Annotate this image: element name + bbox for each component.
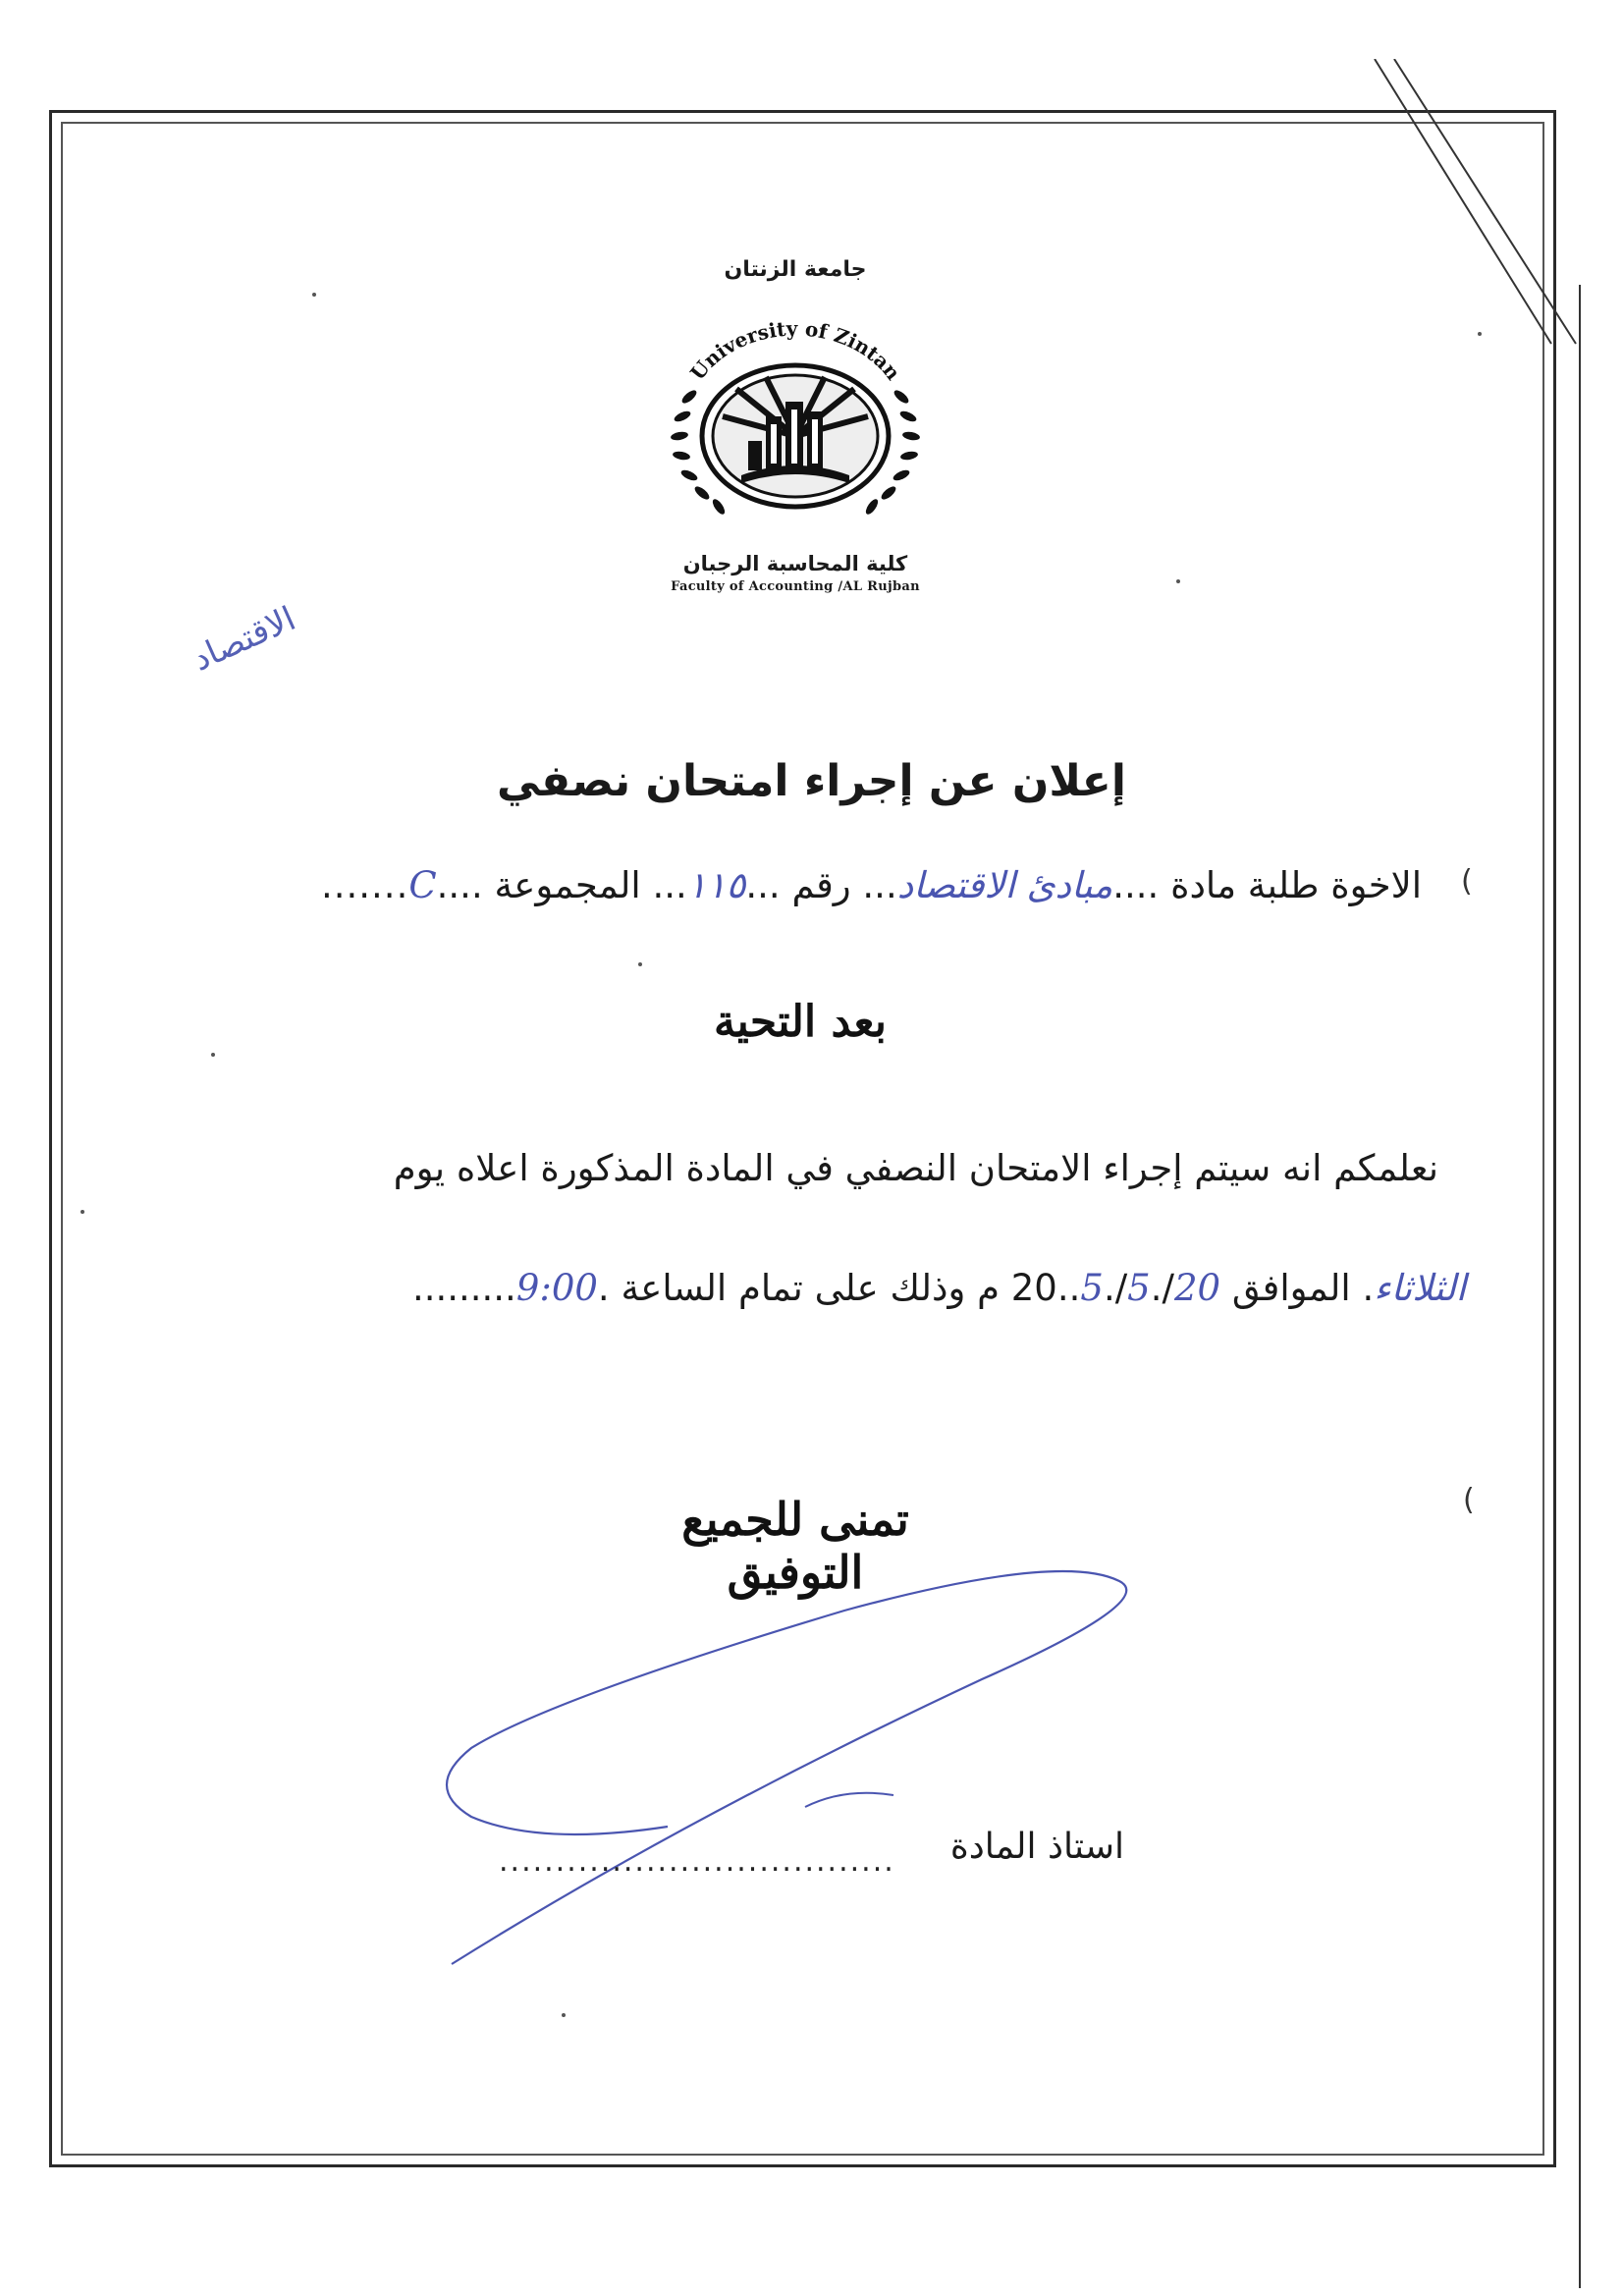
group-field: C	[408, 864, 437, 906]
date-month-field: 5	[1127, 1267, 1151, 1309]
right-edge-rule	[1579, 285, 1581, 2288]
date-year: 20	[1010, 1267, 1057, 1309]
course-name-field: مبادئ الاقتصاد	[896, 864, 1113, 906]
closing-calligraphy: تمنى للجميع التوفيق	[681, 1493, 909, 1599]
date-day-field: 20	[1173, 1267, 1221, 1309]
university-seal-icon	[628, 279, 962, 544]
scan-speck	[81, 1210, 84, 1214]
university-logo	[609, 257, 982, 601]
teacher-label: استاذ المادة	[949, 1827, 1124, 1867]
group-label: المجموعة	[494, 864, 641, 906]
corner-fold-lines	[1355, 59, 1610, 354]
margin-handwritten-note: الاقتصاد	[187, 599, 302, 680]
bracket-mark: (	[1461, 864, 1473, 899]
teacher-signature-line: ...................................	[499, 1844, 895, 1879]
university-name-en: University of Zintan	[685, 316, 905, 385]
exam-time-field: 9:00	[515, 1267, 598, 1309]
date-tail-text: م وذلك على تمام الساعة	[621, 1267, 1000, 1309]
scan-speck	[211, 1053, 215, 1057]
bracket-mark: (	[1463, 1483, 1475, 1517]
faculty-name-en: Faculty of Accounting /AL Rujban	[671, 579, 920, 594]
page-title: إعلان عن إجراء امتحان نصفي	[497, 756, 1126, 806]
greeting-calligraphy: بعد التحية	[713, 997, 888, 1047]
course-code-field: ١١٥	[686, 864, 746, 906]
university-name-ar: جامعة الزنتان	[724, 257, 867, 282]
scan-speck	[638, 962, 642, 966]
exam-notice-line: نعلمكم انه سيتم إجراء الامتحان النصفي في المادة المذكورة اعلاه يوم	[393, 1147, 1438, 1189]
faculty-name-ar: كلية المحاسبة الرجبان	[682, 552, 908, 575]
scan-speck	[1176, 579, 1180, 583]
exam-date-line: الثلاثاء. الموافق 20/.5/.5..20 م وذلك على تمام الساعة .9:00.........	[411, 1267, 1466, 1309]
exam-day-field: الثلاثاء	[1374, 1267, 1466, 1309]
date-label: الموافق	[1231, 1267, 1351, 1309]
course-code-label: رقم	[791, 864, 851, 906]
scan-speck	[312, 293, 316, 297]
scan-speck	[562, 2013, 566, 2017]
handwritten-signature	[432, 1561, 1178, 1974]
addressee-prefix: الاخوة طلبة مادة	[1170, 864, 1422, 906]
date-year-prefix-field: 5	[1080, 1267, 1104, 1309]
scan-speck	[1478, 332, 1482, 336]
addressee-line: الاخوة طلبة مادة ....مبادئ الاقتصاد... رقم ...١١٥... المجموعة ....C.......	[321, 864, 1422, 906]
